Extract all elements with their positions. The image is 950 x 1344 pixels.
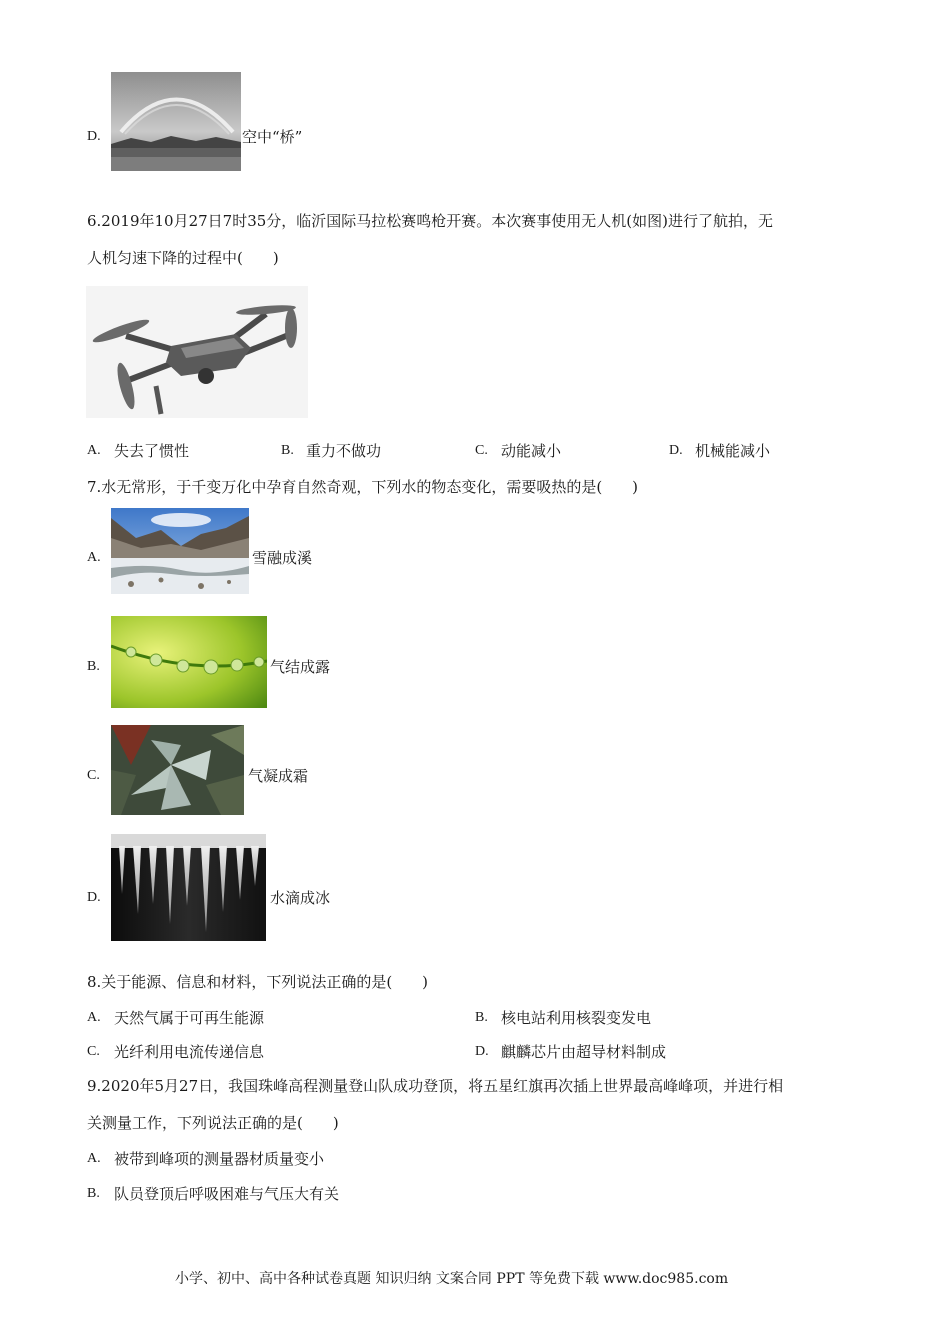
q9-option-a-letter: A. (87, 1151, 101, 1166)
q8-option-d-text: 麒麟芯片由超导材料制成 (501, 1043, 667, 1061)
q6-option-b-text: 重力不做功 (306, 442, 382, 460)
q5-option-d-text: 空中“桥” (242, 128, 303, 146)
q6-option-a-letter: A. (87, 443, 101, 458)
q7-option-a-text: 雪融成溪 (252, 549, 313, 567)
rainbow-photo-icon (111, 72, 241, 171)
q8-option-c-text: 光纤利用电流传递信息 (114, 1043, 265, 1061)
q6-option-c-text: 动能减小 (501, 442, 562, 460)
drone-photo-icon (86, 286, 308, 418)
q7-option-d-letter: D. (87, 890, 101, 905)
q9-stem-line2: 关测量工作，下列说法正确的是( ) (87, 1114, 339, 1132)
q6-option-c-letter: C. (475, 443, 488, 458)
page-footer: 小学、初中、高中各种试卷真题 知识归纳 文案合同 PPT 等免费下载 www.doc985.com (175, 1271, 729, 1287)
q7-option-b-text: 气结成露 (270, 658, 331, 676)
frost-leaves-photo-icon (111, 725, 244, 815)
q7-stem: 7.水无常形，于千变万化中孕育自然奇观，下列水的物态变化，需要吸热的是( ) (87, 478, 639, 496)
icicles-photo-icon (111, 834, 266, 941)
q7-option-c-letter: C. (87, 768, 100, 783)
snowy-valley-photo-icon (111, 508, 249, 594)
q9-option-b-text: 队员登顶后呼吸困难与气压大有关 (114, 1185, 340, 1203)
q8-option-d-letter: D. (475, 1044, 489, 1059)
q8-option-a-letter: A. (87, 1010, 101, 1025)
q9-option-a-text: 被带到峰项的测量器材质量变小 (114, 1150, 325, 1168)
q6-stem-line2: 人机匀速下降的过程中( ) (87, 249, 279, 267)
q8-option-b-letter: B. (475, 1010, 488, 1025)
q8-option-a-text: 天然气属于可再生能源 (114, 1009, 265, 1027)
q6-option-b-letter: B. (281, 443, 294, 458)
q7-option-b-letter: B. (87, 659, 100, 674)
q8-option-b-text: 核电站利用核裂变发电 (501, 1009, 652, 1027)
q6-option-d-letter: D. (669, 443, 683, 458)
q6-stem-line1: 6.2019年10月27日7时35分，临沂国际马拉松赛鸣枪开赛。本次赛事使用无人机(如图)进行了航拍，无 (87, 212, 773, 230)
q9-stem-line1: 9.2020年5月27日，我国珠峰高程测量登山队成功登顶，将五星红旗再次插上世界最高峰峰项，并进行相 (87, 1077, 784, 1095)
q8-option-c-letter: C. (87, 1044, 100, 1059)
q7-option-a-letter: A. (87, 550, 101, 565)
dew-drops-photo-icon (111, 616, 267, 708)
q6-option-d-text: 机械能减小 (695, 442, 771, 460)
q5-option-d-letter: D. (87, 129, 101, 144)
q9-option-b-letter: B. (87, 1186, 100, 1201)
q7-option-c-text: 气凝成霜 (248, 767, 309, 785)
q8-stem: 8.关于能源、信息和材料，下列说法正确的是( ) (87, 973, 429, 991)
q6-option-a-text: 失去了惯性 (114, 442, 190, 460)
q7-option-d-text: 水滴成冰 (270, 889, 331, 907)
